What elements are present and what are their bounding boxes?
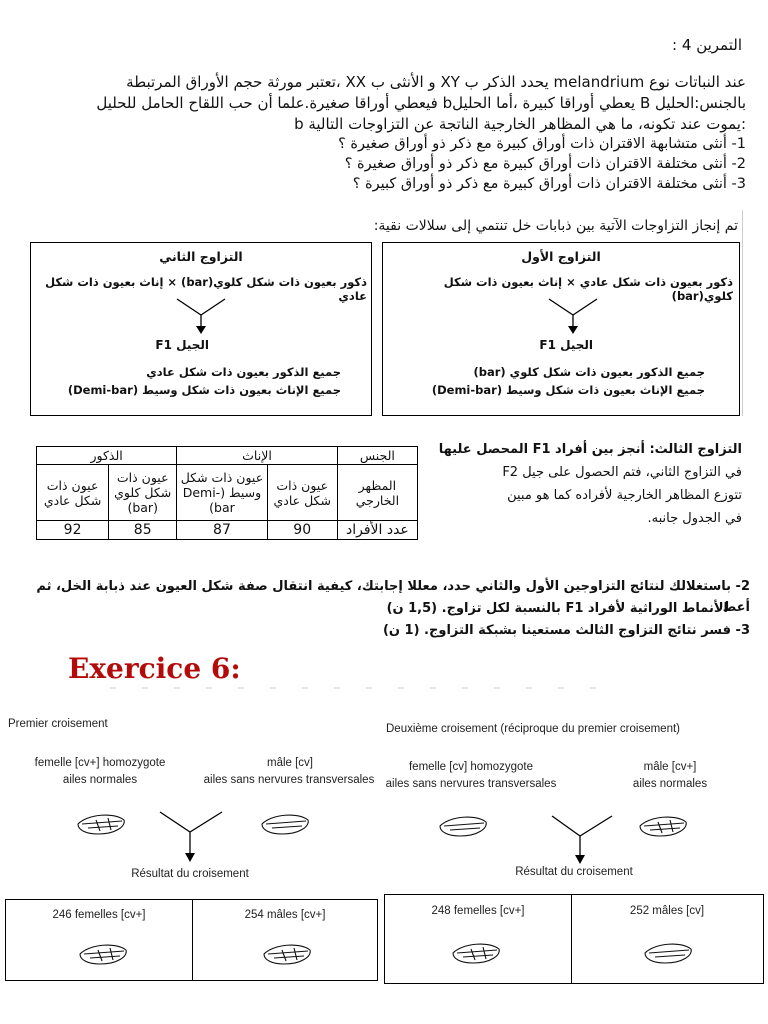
table-cell-male-bar: عيون ذات شكل كلوي (bar)	[109, 465, 177, 521]
cross2-male-sub: ailes normales	[632, 778, 708, 790]
faded-divider	[0, 686, 768, 690]
table-cell-count-female-demibar: 87	[177, 521, 267, 540]
cross2-parents: ذكور بعيون ذات شكل كلوي(bar) × إناث بعيون ذات شكل عادي	[45, 275, 367, 303]
f2-results-table	[36, 446, 418, 540]
question-2-line2: الأنماط الوراثية لأفراد F1 بالنسبة لكل تزاوج. (1,5 ن)	[386, 601, 728, 616]
table-cell-female-normal: عيون ذات شكل عادي	[267, 465, 337, 521]
cross1-female-label: femelle [cv+] homozygote	[34, 757, 166, 769]
cross2-result-females: 248 femelles [cv+]	[431, 905, 525, 917]
third-cross-line1: التزاوج الثالث: أنجز بين أفراد F1 المحصل عليها	[438, 442, 742, 457]
cross1-parents: ذكور بعيون ذات شكل عادي × إناث بعيون ذات شكل كلوي(bar)	[443, 275, 733, 303]
cross1-arrow	[543, 295, 603, 335]
table-row	[37, 447, 418, 465]
exercise6-title: Exercice 6:	[68, 652, 241, 685]
cross1-result-males: 254 mâles [cv+]	[244, 909, 326, 921]
cross2-female-sub: ailes sans nervures transversales	[385, 778, 557, 790]
cross2-box	[30, 242, 372, 416]
table-cell-phenotype-header: المظهر الخارجي	[337, 465, 417, 521]
wing-icon	[640, 817, 686, 836]
wing-icon	[453, 944, 499, 963]
cross1-female-sub: ailes normales	[62, 774, 138, 786]
cross2-result-females: جميع الإناث بعيون ذات شكل وسيط (Demi-bar)	[67, 383, 341, 397]
cross2-female-label: femelle [cv] homozygote	[408, 761, 533, 773]
cross2-result-label: Résultat du croisement	[515, 866, 633, 878]
third-cross-line3: تتوزع المظاهر الخارجية لأفراده كما هو مبين	[507, 488, 742, 503]
cross1-result-box	[5, 899, 378, 981]
table-cell-female-demibar: عيون ذات شكل وسيط (Demi-bar)	[177, 465, 267, 521]
question-3: 3- فسر نتائج التزاوج الثالث مستعينا بشبكة التزاوج. (1 ن)	[382, 623, 750, 638]
cross1-male-label: mâle [cv]	[266, 757, 313, 769]
wing-icon	[440, 817, 486, 836]
cross1-f1-label: الجيل F1	[539, 338, 593, 352]
cross2-result-males: 252 mâles [cv]	[629, 905, 705, 917]
third-cross-line2: في التزاوج الثاني، فتم الحصول على جيل F2	[502, 465, 742, 480]
exercise4-paragraph-line3: b يموت عند تكونه، ما هي المظاهر الخارجية الناتجة عن التزاوجات التالية:	[294, 115, 746, 133]
cross1-diagram	[0, 800, 380, 900]
cross1-result-males: جميع الذكور بعيون ذات شكل كلوي (bar)	[473, 365, 705, 379]
deuxieme-croisement-title: Deuxième croisement (réciproque du premier croisement)	[386, 723, 681, 735]
table-row	[37, 465, 418, 521]
exercise4-question-1: 1- أنثى متشابهة الاقتران ذات أوراق كبيرة مع ذكر ذو أوراق صغيرة ؟	[338, 136, 746, 152]
table-cell-sex-header: الجنس	[337, 447, 417, 465]
cross1-male-sub: ailes sans nervures transversales	[203, 774, 375, 786]
table-row	[37, 521, 418, 540]
exercise4-question-3: 3- أنثى مختلفة الاقتران ذات أوراق كبيرة مع ذكر ذو أوراق كبيرة ؟	[352, 176, 746, 192]
table-cell-count-female-normal: 90	[267, 521, 337, 540]
wing-icon	[262, 815, 308, 834]
cross2-male-label: mâle [cv+]	[643, 761, 697, 773]
exercise4-title: التمرين 4 :	[672, 36, 742, 54]
cross1-result-females: جميع الإناث بعيون ذات شكل وسيط (Demi-bar)	[431, 383, 705, 397]
table-cell-males-header: الذكور	[37, 447, 177, 465]
cross1-result-wings	[6, 936, 377, 976]
table-cell-count-male-normal: 92	[37, 521, 109, 540]
exercise4-paragraph-line2: بالجنس:الحليل B يعطي أوراقا كبيرة ،أما الحليلb فيعطي أوراقا صغيرة.علما أن حب اللقاح الحامل للحليل	[96, 94, 746, 112]
cross2-result-box	[384, 894, 764, 984]
table-cell-count-header: عدد الأفراد	[337, 521, 417, 540]
exercise4-paragraph-line1: عند النباتات نوع melandrium يحدد الذكر ب XY و الأنثى ب XX ،تعتبر مورثة حجم الأوراق المرتبطة	[126, 73, 746, 91]
crosses-intro: تم إنجاز التزاوجات الآتية بين ذبابات خل تنتمي إلى سلالات نقية:	[373, 218, 738, 234]
cross2-title: التزاوج الثاني	[159, 249, 243, 264]
question-2-line1: 2- باستغلالك لنتائج التزاوجين الأول والثاني حدد، معللا إجابتك، كيفية انتقال صفة شكل العيون عند ذبابة الخل، ثم أعط	[36, 579, 750, 615]
wing-icon	[80, 945, 126, 964]
wing-icon	[645, 944, 691, 963]
cross1-box	[382, 242, 740, 416]
cross2-result-males: جميع الذكور بعيون ذات شكل عادي	[146, 365, 341, 379]
cross2-diagram	[384, 802, 768, 902]
premier-croisement-title: Premier croisement	[8, 718, 108, 730]
table-cell-male-normal: عيون ذات شكل عادي	[37, 465, 109, 521]
cross1-result-label: Résultat du croisement	[131, 868, 249, 880]
cross2-f1-label: الجيل F1	[155, 338, 209, 352]
cross1-title: التزاوج الأول	[521, 249, 601, 264]
cross2-result-wings	[385, 933, 763, 977]
cross2-arrow	[171, 295, 231, 335]
wing-icon	[78, 815, 124, 834]
cross1-result-females: 246 femelles [cv+]	[52, 909, 146, 921]
table-cell-females-header: الإناث	[177, 447, 338, 465]
table-cell-count-male-bar: 85	[109, 521, 177, 540]
wing-icon	[264, 945, 310, 964]
third-cross-line4: في الجدول جانبه.	[647, 511, 742, 526]
exercise4-question-2: 2- أنثى مختلفة الاقتران ذات أوراق كبيرة مع ذكر ذو أوراق صغيرة ؟	[344, 156, 746, 172]
